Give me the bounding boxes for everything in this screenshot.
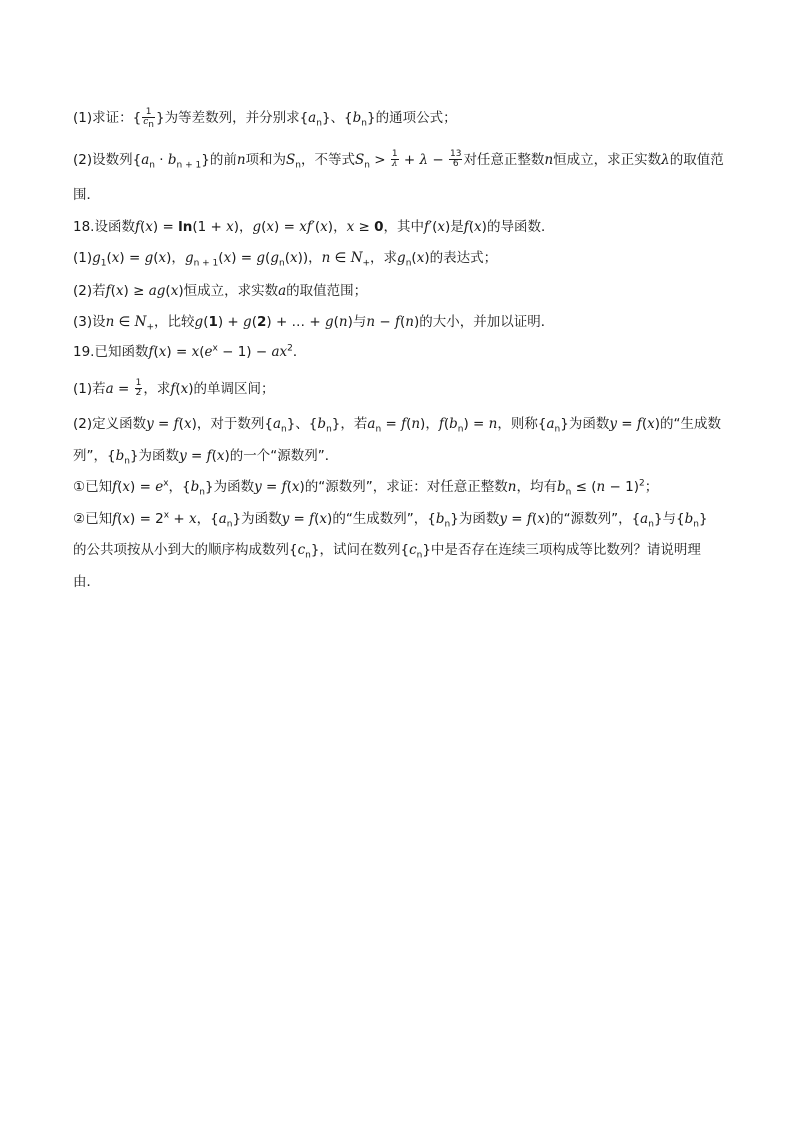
text-line — [73, 186, 733, 204]
line-14-text: 由． — [73, 574, 100, 590]
text-line: 的公共项按从小到大的顺序构成数列$\{c_n\}$，试问在数列$\{c_n\}$中是否存在连续三项构成等比数列？请说明理 — [73, 542, 701, 561]
text-line: (3)设n ∈ $N_+$，比较g(1) + g(2) + … + g(n)与n − f(n)的大小，并加以证明． — [73, 314, 555, 333]
text-line: (1)求证：{ $\frac{1}{c_n}$ }为等差数列，并分别求$\{a_n\}$、$\{b_n\}$的通项公式； — [73, 107, 457, 130]
text-line: 19.已知函数$f(x) = x(e^x - 1) - ax^2$． — [73, 343, 307, 360]
text-line: 18.设函数f(x) = ln(1 + x)，g(x) = xf′(x)，x ≥ 0，其中f′(x)是f(x)的导函数． — [73, 219, 555, 235]
text-line: (1)若a = $\frac{1}{2}$ ，求f(x)的单调区间； — [73, 378, 275, 398]
text-line: ②已知$f(x) = 2^x + x$，$\{a_n\}$为函数y = f(x)的“生成数列”，$\{b_n\}$为函数y = f(x)的“源数列”，$\{a_n\}$与$\{b_n\}$ — [73, 510, 708, 530]
text-line: (2)定义函数y = f(x)，对于数列$\{a_n\}$、$\{b_n\}$，若$a_n = f(n)$，$f(b_n) = n$，则称$\{a_n\}$为函数y = f(x)的“生成数 — [73, 416, 722, 435]
text-line — [73, 573, 733, 591]
text-line: (2)若f(x) ≥ ag(x)恒成立，求实数a的取值范围； — [73, 283, 368, 299]
line-2-text: 围． — [73, 187, 100, 203]
text-line: (2)设数列$\{a_n \cdot b_{n + 1}\}$的前n项和为$S_n$，不等式$S_n$ > $\frac{1}{\lambda}$ + λ − $\frac{13}{6}$ 对任意正整数n恒成立，求正实数λ的取值范 — [73, 149, 724, 171]
text-line: $(1)g_1(x) = g(x)$，$g_{n + 1}(x) = g(g_n(x))$，n ∈ $N_+$，求$g_n(x)$的表达式； — [73, 250, 498, 269]
text-line: 列”，$\{b_n\}$为函数y = f(x)的一个“源数列”． — [73, 448, 339, 467]
text-line: ①已知$f(x) = e^x$，$\{b_n\}$为函数y = f(x)的“源数列”，求证：对任意正整数n，均有$b_n \le (n - 1)^2$； — [73, 478, 659, 498]
